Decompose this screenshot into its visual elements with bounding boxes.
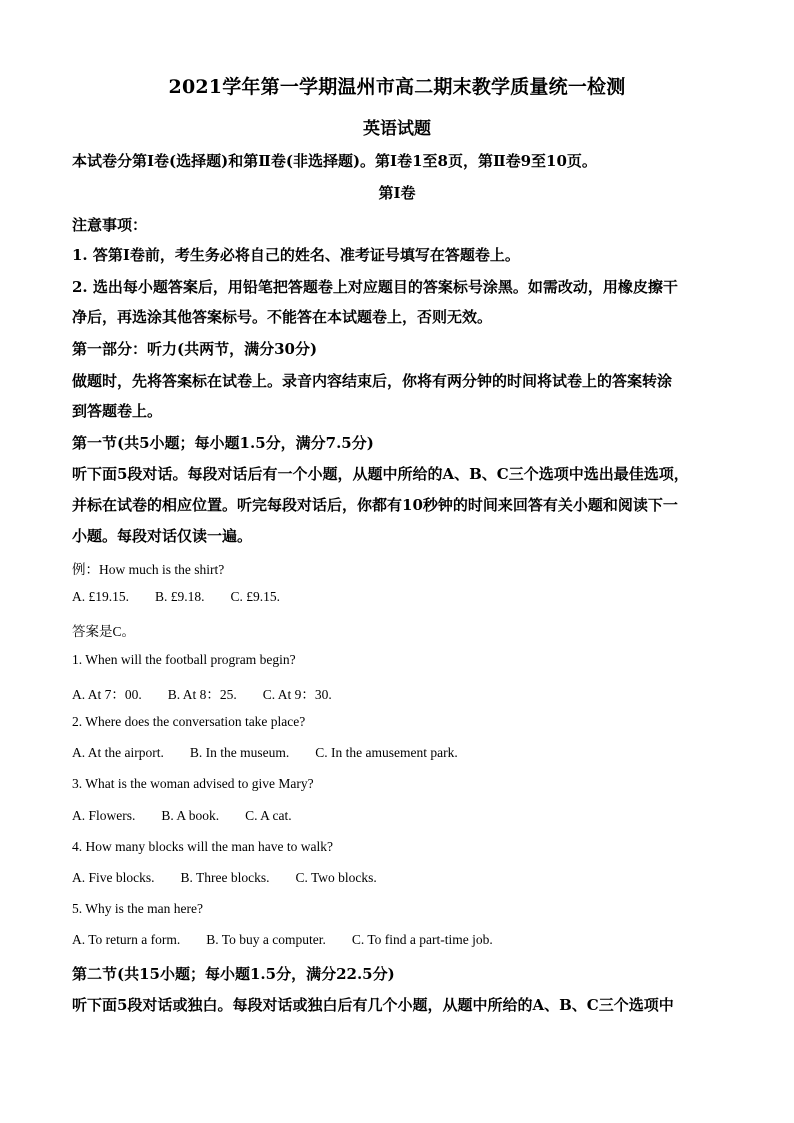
exam-title: 2021学年第一学期温州市高二期末教学质量统一检测 <box>168 76 626 98</box>
note-item-1: 1. 答第Ⅰ卷前，考生务必将自己的姓名、准考证号填写在答题卷上。 <box>72 246 520 264</box>
notes-heading: 注意事项： <box>72 216 148 234</box>
section1-instr-line-2: 并标在试卷的相应位置。听完每段对话后，你都有10秒钟的时间来回答有关小题和阅读下一 <box>72 496 678 514</box>
question-5: 5. Why is the man here? <box>72 901 203 916</box>
exam-subtitle: 英语试题 <box>363 119 431 139</box>
q2-option-c: C. In the amusement park. <box>315 745 458 760</box>
example-question: 例：How much is the shirt? <box>72 562 225 577</box>
q5-option-a: A. To return a form. <box>72 932 181 947</box>
q3-option-c: C. A cat. <box>245 808 292 823</box>
question-4-options <box>72 870 403 886</box>
example-answer: 答案是C。 <box>72 624 136 639</box>
q1-option-c: C. At 9：30. <box>262 687 332 702</box>
question-1-options <box>72 683 358 703</box>
intro-text: 本试卷分第Ⅰ卷(选择题)和第Ⅱ卷(非选择题)。第Ⅰ卷1至8页，第Ⅱ卷9至10页。 <box>72 152 597 170</box>
question-5-options <box>72 932 519 948</box>
section2-instr-line-1: 听下面5段对话或独白。每段对话或独白后有几个小题，从题中所给的A、B、C三个选项中 <box>72 996 674 1014</box>
q1-option-a: A. At 7：00. <box>72 687 142 702</box>
section1-instr-line-3: 小题。每段对话仅读一遍。 <box>72 527 253 545</box>
q4-option-a: A. Five blocks. <box>72 870 155 885</box>
q2-option-b: B. In the museum. <box>189 745 290 760</box>
volume-title: 第Ⅰ卷 <box>378 184 416 202</box>
question-4: 4. How many blocks will the man have to walk? <box>72 839 333 854</box>
question-3-options <box>72 808 318 824</box>
example-option-c: C. £9.15. <box>230 589 281 604</box>
example-option-a: A. £19.15. <box>72 589 129 604</box>
q1-option-b: B. At 8：25. <box>167 687 237 702</box>
section1-heading: 第一节(共5小题；每小题1.5分，满分7.5分) <box>72 434 374 452</box>
q4-option-c: C. Two blocks. <box>295 870 377 885</box>
question-2: 2. Where does the conversation take place? <box>72 714 306 729</box>
q5-option-b: B. To buy a computer. <box>206 932 326 947</box>
part1-instr-line-1: 做题时，先将答案标在试卷上。录音内容结束后，你将有两分钟的时间将试卷上的答案转涂 <box>72 372 673 390</box>
note-item-2-line-2: 净后，再选涂其他答案标号。不能答在本试题卷上，否则无效。 <box>72 308 493 326</box>
note-item-2-line-1: 2. 选出每小题答案后，用铅笔把答题卷上对应题目的答案标号涂黑。如需改动，用橡皮擦干 <box>72 278 678 296</box>
q3-option-a: A. Flowers. <box>72 808 136 823</box>
q4-option-b: B. Three blocks. <box>180 870 270 885</box>
example-option-b: B. £9.18. <box>155 589 205 604</box>
question-3: 3. What is the woman advised to give Mary? <box>72 776 314 791</box>
part1-instr-line-2: 到答题卷上。 <box>72 402 163 420</box>
section1-instr-line-1: 听下面5段对话。每段对话后有一个小题，从题中所给的A、B、C三个选项中选出最佳选项， <box>72 465 689 483</box>
question-2-options <box>72 745 484 761</box>
question-1: 1. When will the football program begin? <box>72 652 296 667</box>
q5-option-c: C. To find a part-time job. <box>351 932 493 947</box>
example-options <box>72 589 306 605</box>
q2-option-a: A. At the airport. <box>72 745 164 760</box>
q3-option-b: B. A book. <box>161 808 220 823</box>
part1-heading: 第一部分：听力(共两节，满分30分) <box>72 340 318 358</box>
section2-heading: 第二节(共15小题；每小题1.5分，满分22.5分) <box>72 965 395 983</box>
